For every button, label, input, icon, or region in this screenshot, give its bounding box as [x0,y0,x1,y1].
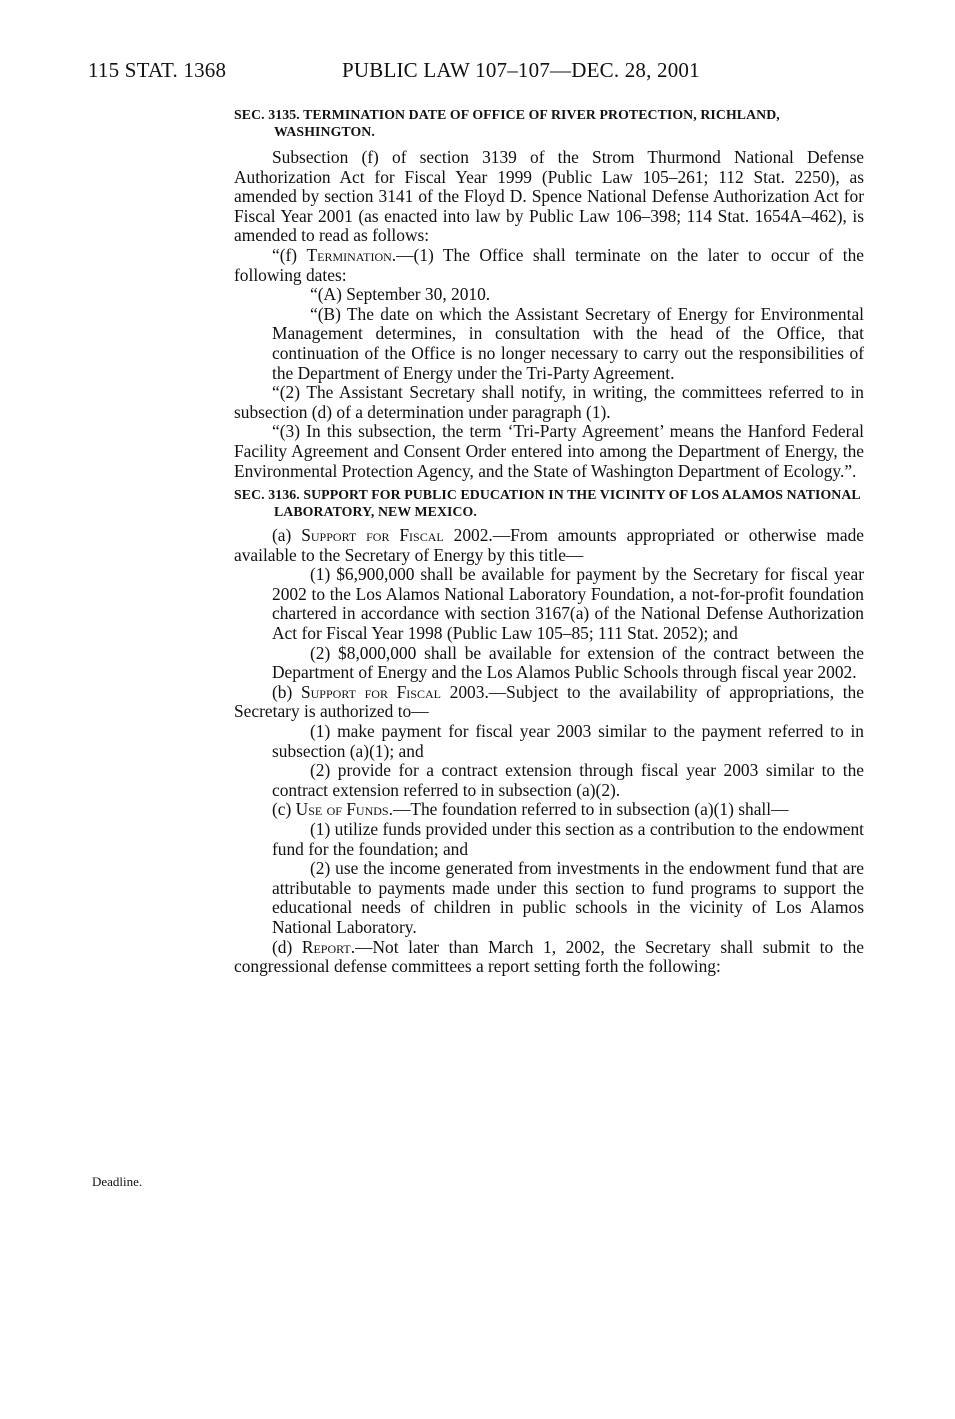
section-3135-intro: Subsection (f) of section 3139 of the Strom Thurmond National Defense Authorization Act for Fiscal Year 1999 (Public Law 105–261; 112 Stat. 2250), as amended by section 3141 of the Floyd D. Spence National Defense Authorization Act for Fiscal Year 2001 (as enacted into law by Public Law 106–398; 114 Stat. 1654A–462), is amended to read as follows: [234,147,864,246]
subsection-a-caption: Support for Fiscal [301,525,444,546]
subsection-d [234,938,864,977]
margin-note-deadline: Deadline. [92,1174,143,1189]
subsection-c [234,800,864,820]
page-body [234,106,864,977]
subsection-f-prefix: “(f) [272,244,307,265]
clause-a: “(A) September 30, 2010. [310,284,491,305]
stat-citation: 115 STAT. 1368 [88,58,227,82]
section-3135-heading: SEC. 3135. TERMINATION DATE OF OFFICE OF RIVER PROTECTION, RICHLAND, WASHINGTON. [234,107,780,139]
clause-b: “(B) The date on which the Assistant Secretary of Energy for Environmental Management determines, in consultation with the head of the Office, that continuation of the Office is no longer necessary to carry out the responsibilities of the Department of Energy under the Tri-Party Agreement. [272,303,864,383]
public-law-citation: PUBLIC LAW 107–107—DEC. 28, 2001 [342,58,700,82]
subsection-a [234,526,864,565]
subsection-f-caption: Termination [306,244,392,265]
subsection-a-1: (1) $6,900,000 shall be available for payment by the Secretary for fiscal year 2002 to the Los Alamos National Laboratory Foundation, a not-for-profit foundation chartered in accordance with section 3167(a) of the National Defense Authorization Act for Fiscal Year 1998 (Public Law 105–85; 111 Stat. 2052); and [272,564,864,644]
paragraph-2: “(2) The Assistant Secretary shall notify, in writing, the committees referred to in subsection (d) of a determination under paragraph (1). [234,382,864,422]
subsection-c-prefix: (c) [272,799,296,820]
subsection-f-text: .—(1) The Office shall terminate on the later to occur of the following dates: [234,244,864,285]
subsection-c-2: (2) use the income generated from investments in the endowment fund that are attributable to payments made under this section to fund programs to support the educational needs of children in public schools in the vicinity of Los Alamos National Laboratory. [272,858,864,937]
subsection-c-1: (1) utilize funds provided under this section as a contribution to the endowment fund for the foundation; and [272,819,864,859]
subsection-c-caption: Use of Funds [295,799,389,820]
subsection-a-2: (2) $8,000,000 shall be available for extension of the contract between the Department of Energy and the Los Alamos Public Schools through fiscal year 2002. [272,642,864,683]
subsection-b-text: 2003.—Subject to the availability of appropriations, the Secretary is authorized to— [234,681,864,722]
paragraph-3: “(3) In this subsection, the term ‘Tri-Party Agreement’ means the Hanford Federal Facility Agreement and Consent Order entered into among the Department of Energy, the Environmental Protection Agency, and the State of Washington Department of Ecology.”. [234,421,864,481]
subsection-b-caption: Support for Fiscal [300,681,441,702]
subsection-d-caption: Report [301,936,351,957]
subsection-d-text: .—Not later than March 1, 2002, the Secretary shall submit to the congressional defense committees a report setting forth the following: [234,936,864,977]
subsection-b-2: (2) provide for a contract extension through fiscal year 2003 similar to the contract extension referred to in subsection (a)(2). [272,760,864,800]
subsection-b-prefix: (b) [272,681,301,702]
subsection-b-1: (1) make payment for fiscal year 2003 similar to the payment referred to in subsection (a)(1); and [272,721,864,761]
subsection-c-text: .—The foundation referred to in subsection (a)(1) shall— [388,799,789,820]
subsection-a-text: 2002.—From amounts appropriated or otherwise made available to the Secretary of Energy by this title— [234,525,864,565]
section-3136-heading: SEC. 3136. SUPPORT FOR PUBLIC EDUCATION IN THE VICINITY OF LOS ALAMOS NATIONAL LABORATORY, NEW MEXICO. [234,487,860,520]
subsection-b [234,683,864,722]
subsection-a-prefix: (a) [272,525,302,546]
subsection-d-prefix: (d) [272,936,302,957]
subsection-f [234,246,864,285]
